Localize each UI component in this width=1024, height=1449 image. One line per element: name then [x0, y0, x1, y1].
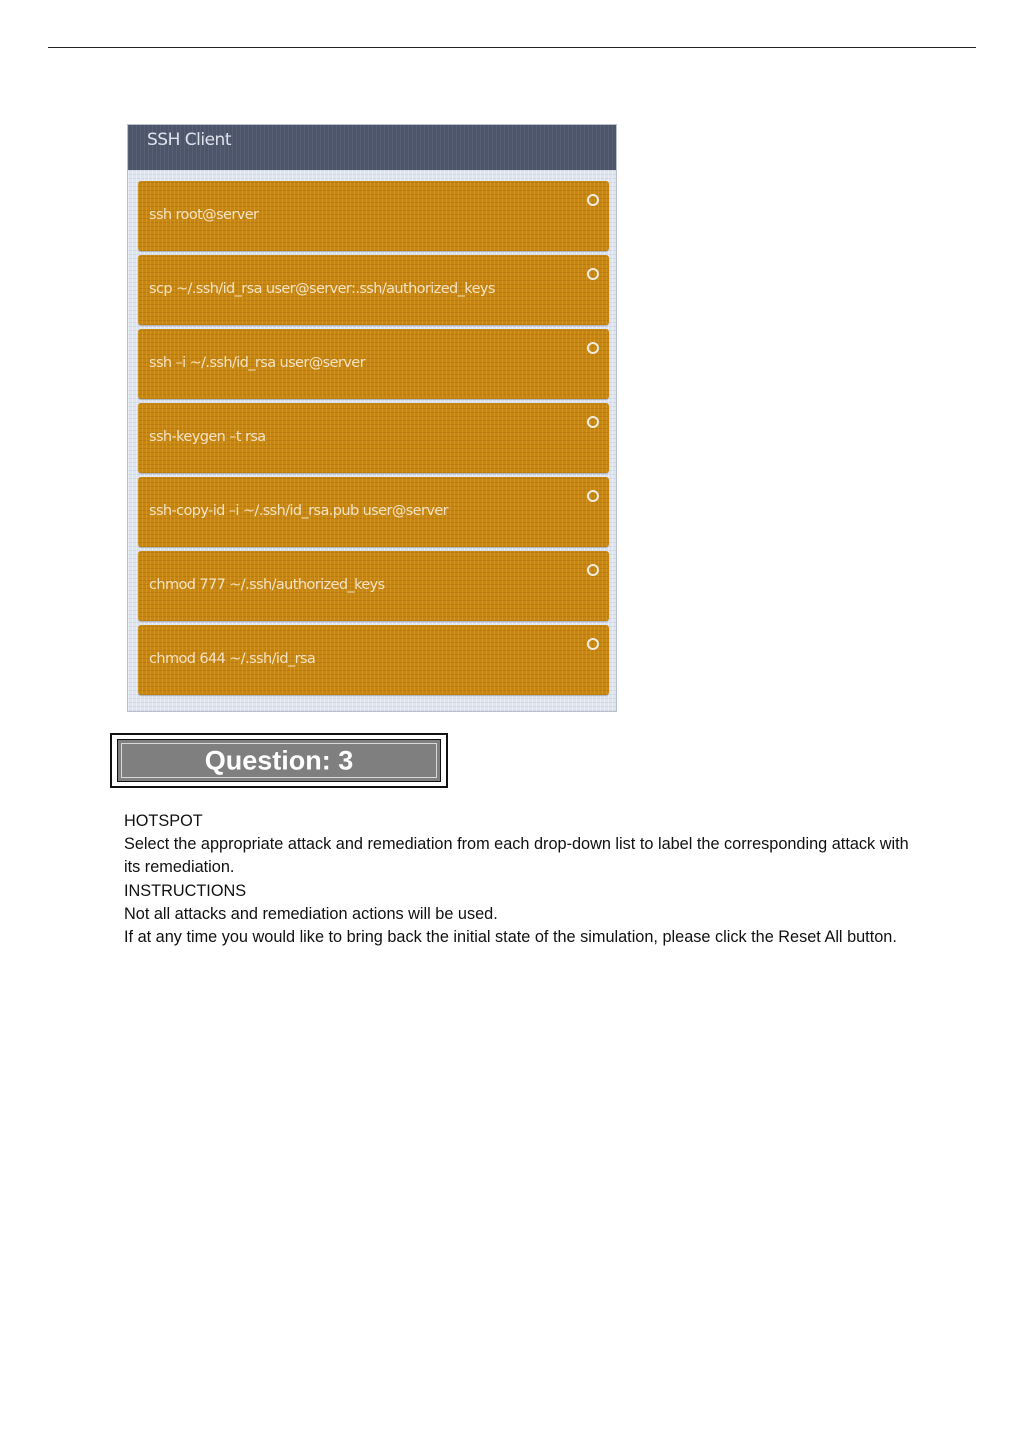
- radio-icon[interactable]: [587, 564, 599, 576]
- radio-icon[interactable]: [587, 416, 599, 428]
- question-body: [124, 810, 914, 949]
- command-option-chmod-777[interactable]: [138, 551, 609, 621]
- radio-icon[interactable]: [587, 268, 599, 280]
- command-text: chmod 644 ~/.ssh/id_rsa: [149, 651, 316, 667]
- ssh-client-panel: [127, 124, 617, 712]
- question-banner: [110, 733, 448, 788]
- command-text: ssh-copy-id –i ~/.ssh/id_rsa.pub user@server: [149, 503, 449, 519]
- question-prompt: Select the appropriate attack and remediation from each drop-down list to label the corresponding attack with its remediation.: [124, 835, 909, 877]
- radio-icon[interactable]: [587, 490, 599, 502]
- command-option-ssh-keygen[interactable]: [138, 403, 609, 473]
- radio-icon[interactable]: [587, 342, 599, 354]
- question-title: Question: 3: [204, 745, 354, 775]
- command-text: scp ~/.ssh/id_rsa user@server:.ssh/authorized_keys: [149, 281, 495, 297]
- instructions-heading: INSTRUCTIONS: [124, 881, 247, 900]
- command-text: ssh root@server: [149, 207, 259, 223]
- command-text: ssh-keygen –t rsa: [149, 429, 266, 445]
- radio-icon[interactable]: [587, 638, 599, 650]
- radio-icon[interactable]: [587, 194, 599, 206]
- command-list: [138, 181, 609, 699]
- question-banner-inner: [117, 739, 441, 782]
- question-type: HOTSPOT: [124, 812, 203, 830]
- command-option-ssh-identity[interactable]: [138, 329, 609, 399]
- command-option-scp-key[interactable]: [138, 255, 609, 325]
- command-text: ssh –i ~/.ssh/id_rsa user@server: [149, 355, 365, 371]
- command-option-ssh-root[interactable]: [138, 181, 609, 251]
- command-option-chmod-644[interactable]: [138, 625, 609, 695]
- instruction-text: Not all attacks and remediation actions will be used.: [124, 904, 498, 923]
- command-text: chmod 777 ~/.ssh/authorized_keys: [149, 577, 385, 593]
- header-rule: [48, 47, 976, 48]
- ssh-client-title: SSH Client: [128, 125, 616, 170]
- command-option-ssh-copy-id[interactable]: [138, 477, 609, 547]
- instruction-text: If at any time you would like to bring back the initial state of the simulation, please click the Reset All button.: [124, 928, 897, 947]
